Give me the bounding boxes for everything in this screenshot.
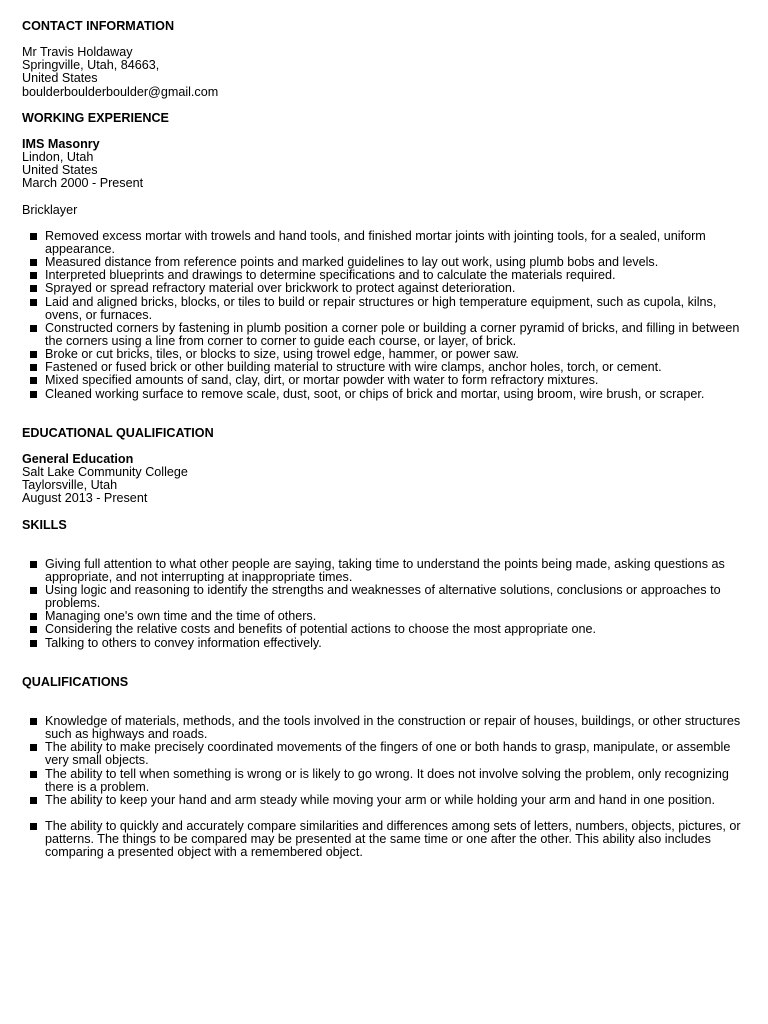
list-item: Interpreted blueprints and drawings to determine specifications and to calculate the materials required. [22,269,742,282]
list-item: Mixed specified amounts of sand, clay, dirt, or mortar powder with water to form refractory mixtures. [22,374,742,387]
education-dates: August 2013 - Present [22,491,148,506]
contact-city: Springville, Utah, 84663, [22,58,160,73]
contact-country: United States [22,71,98,86]
experience-bullet-list [22,230,742,401]
list-item: Removed excess mortar with trowels and hand tools, and finished mortar joints with jointing tools, for a sealed, uniform appearance. [22,230,742,256]
list-item: The ability to tell when something is wrong or is likely to go wrong. It does not involve solving the problem, only recognizing there is a problem. [22,768,742,794]
list-item: Fastened or fused brick or other building material to structure with wire clamps, anchor holes, torch, or cement. [22,361,742,374]
skills-bullet-list [22,558,742,650]
employer-name: IMS Masonry [22,136,100,151]
qualifications-heading: QUALIFICATIONS [22,674,129,689]
education-section [22,427,742,506]
skills-section [22,519,742,650]
education-degree: General Education [22,451,134,466]
contact-heading: CONTACT INFORMATION [22,19,175,33]
skills-heading: SKILLS [22,517,67,532]
list-item: Constructed corners by fastening in plumb position a corner pole or building a corner pyramid of bricks, and filling in between the corners using a line from corner to corner to guide each course, or layer, of brick. [22,322,742,348]
list-item: Cleaned working surface to remove scale, dust, soot, or chips of brick and mortar, using broom, wire brush, or scraper. [22,388,742,401]
job-title: Bricklayer [22,202,78,217]
list-item: Measured distance from reference points and marked guidelines to lay out work, using plumb bobs and levels. [22,256,742,269]
list-item: The ability to quickly and accurately compare similarities and differences among sets of letters, numbers, objects, pictures, or patterns. The things to be compared may be presented at the same time or one after the other. This ability also includes comparing a presented object with a remembered object. [22,820,742,859]
list-item: The ability to keep your hand and arm steady while moving your arm or while holding your arm and hand in one position. [22,794,742,807]
list-item: Laid and aligned bricks, blocks, or tiles to build or repair structures or high temperature equipment, such as cupola, kilns, ovens, or furnaces. [22,296,742,322]
employer-city: Lindon, Utah [22,150,94,165]
resume-page [22,20,742,860]
employer-country: United States [22,163,98,178]
contact-section [22,20,742,99]
list-item: Talking to others to convey information effectively. [22,637,742,650]
employment-dates: March 2000 - Present [22,176,144,191]
qualifications-bullet-list [22,715,742,860]
contact-name: Mr Travis Holdaway [22,45,133,60]
contact-email: boulderboulderboulder@gmail.com [22,84,219,99]
education-school: Salt Lake Community College [22,465,188,480]
experience-section [22,112,742,401]
list-item: Using logic and reasoning to identify the strengths and weaknesses of alternative solutions, conclusions or approaches to problems. [22,584,742,610]
list-item: The ability to make precisely coordinated movements of the fingers of one or both hands to grasp, manipulate, or assemble very small objects. [22,741,742,767]
list-item: Giving full attention to what other people are saying, taking time to understand the points being made, asking questions as appropriate, and not interrupting at inappropriate times. [22,558,742,584]
list-item: Managing one's own time and the time of others. [22,610,742,623]
education-city: Taylorsville, Utah [22,478,118,493]
list-item: Knowledge of materials, methods, and the tools involved in the construction or repair of houses, buildings, or other structures such as highways and roads. [22,715,742,741]
list-item: Broke or cut bricks, tiles, or blocks to size, using trowel edge, hammer, or power saw. [22,348,742,361]
list-item: Considering the relative costs and benefits of potential actions to choose the most appropriate one. [22,623,742,636]
list-item: Sprayed or spread refractory material over brickwork to protect against deterioration. [22,282,742,295]
education-heading: EDUCATIONAL QUALIFICATION [22,425,214,440]
qualifications-section [22,676,742,860]
experience-heading: WORKING EXPERIENCE [22,110,169,125]
